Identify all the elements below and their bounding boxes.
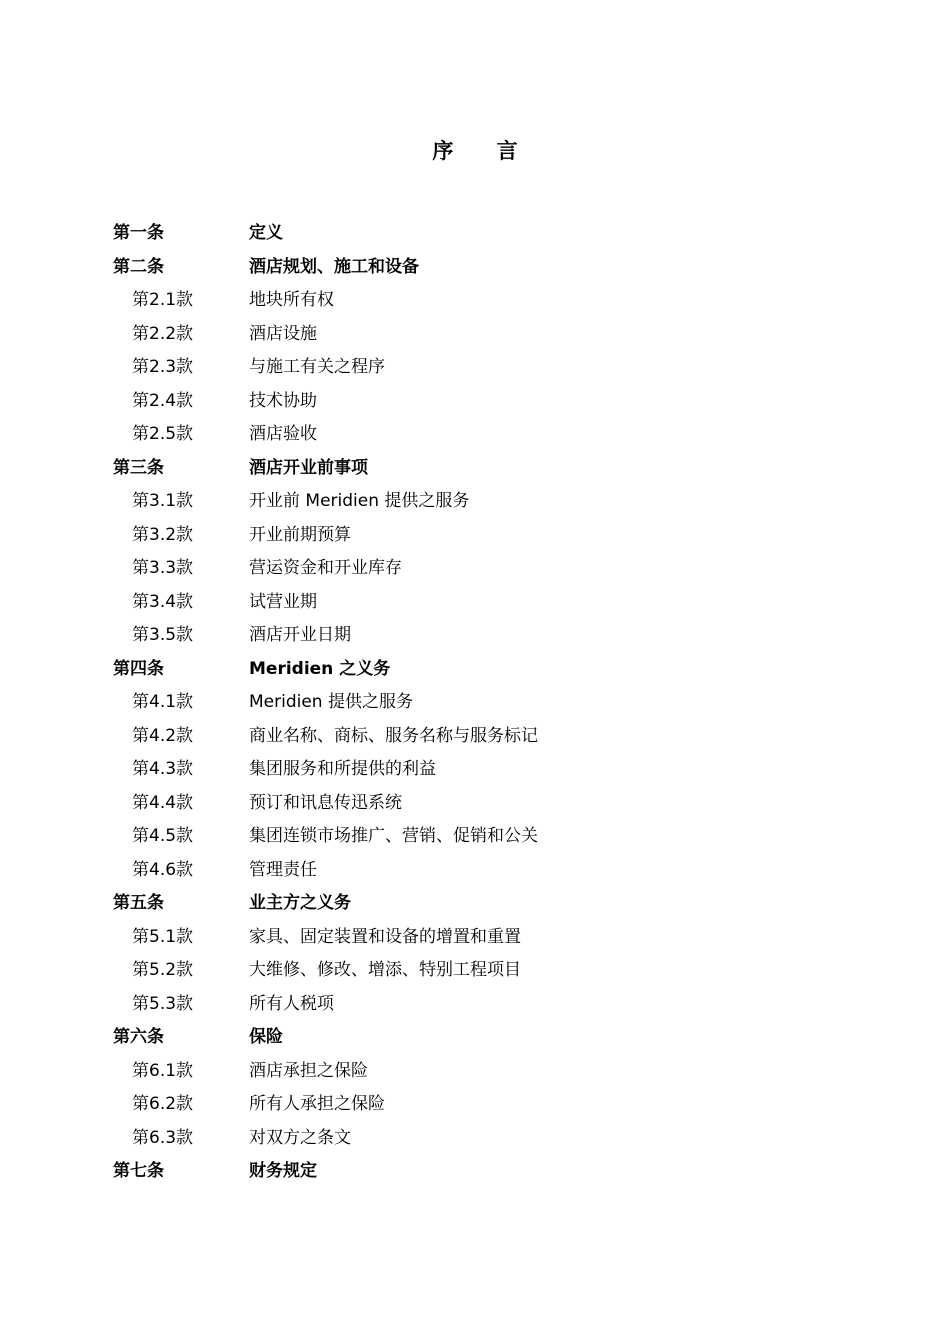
toc-entry-number: 第4.5款 (132, 826, 194, 846)
toc-entry-number: 第5.2款 (132, 960, 194, 980)
toc-entry-text: 开业前期预算 (249, 524, 351, 545)
toc-entry-number: 第3.1款 (132, 491, 194, 511)
toc-entry-number: 第3.4款 (132, 591, 194, 612)
toc-entry-text: 技术协助 (249, 390, 317, 411)
toc-clause-row (0, 989, 950, 1023)
toc-entry-number: 第4.2款 (132, 725, 194, 746)
toc-clause-row (0, 821, 950, 855)
table-of-contents (0, 218, 950, 1190)
toc-entry-number: 第七条 (113, 1161, 164, 1181)
toc-clause-row (0, 955, 950, 989)
toc-article-row (0, 218, 950, 252)
toc-entry-text: 酒店设施 (249, 323, 317, 344)
toc-entry-text: 与施工有关之程序 (249, 357, 385, 377)
toc-entry-text: 酒店承担之保险 (249, 1060, 368, 1081)
toc-entry-text: 集团服务和所提供的利益 (249, 759, 436, 779)
toc-entry-number: 第6.2款 (132, 1094, 194, 1114)
toc-article-row (0, 888, 950, 922)
toc-clause-row (0, 486, 950, 520)
toc-entry-text: 保险 (249, 1027, 283, 1047)
toc-article-row (0, 1156, 950, 1190)
toc-entry-text: 集团连锁市场推广、营销、促销和公关 (249, 826, 538, 846)
toc-entry-text: Meridien 之义务 (249, 658, 391, 679)
toc-clause-row (0, 319, 950, 353)
toc-article-row (0, 654, 950, 688)
toc-entry-number: 第六条 (113, 1027, 164, 1047)
toc-entry-text: Meridien 提供之服务 (249, 692, 413, 712)
toc-entry-number: 第2.3款 (132, 357, 194, 377)
toc-entry-number: 第4.1款 (132, 692, 194, 712)
toc-entry-number: 第3.5款 (132, 625, 194, 645)
page-title: 序 言 (432, 139, 536, 163)
toc-article-row (0, 1022, 950, 1056)
toc-entry-text: 家具、固定装置和设备的增置和重置 (249, 926, 521, 947)
toc-entry-number: 第3.3款 (132, 558, 194, 578)
toc-article-row (0, 252, 950, 286)
toc-entry-text: 财务规定 (249, 1161, 317, 1181)
toc-entry-text: 对双方之条文 (249, 1127, 351, 1148)
toc-entry-number: 第四条 (113, 658, 164, 679)
toc-clause-row (0, 855, 950, 889)
toc-entry-number: 第2.1款 (132, 290, 194, 310)
toc-clause-row (0, 922, 950, 956)
toc-entry-number: 第6.1款 (132, 1060, 194, 1081)
toc-clause-row (0, 419, 950, 453)
toc-entry-text: 所有人承担之保险 (249, 1094, 385, 1114)
toc-clause-row (0, 352, 950, 386)
toc-entry-number: 第5.3款 (132, 993, 194, 1014)
toc-entry-number: 第4.6款 (132, 859, 194, 880)
toc-entry-number: 第五条 (113, 893, 164, 913)
toc-entry-text: 业主方之义务 (249, 893, 351, 913)
toc-entry-text: 所有人税项 (249, 993, 334, 1014)
toc-entry-number: 第2.2款 (132, 323, 194, 344)
toc-clause-row (0, 788, 950, 822)
toc-entry-number: 第4.4款 (132, 792, 194, 813)
toc-entry-number: 第一条 (113, 223, 164, 243)
toc-entry-number: 第二条 (113, 256, 164, 277)
toc-clause-row (0, 1056, 950, 1090)
toc-entry-number: 第3.2款 (132, 524, 194, 545)
toc-entry-text: 大维修、修改、增添、特别工程项目 (249, 960, 521, 980)
toc-entry-text: 定义 (249, 223, 283, 243)
toc-entry-text: 酒店开业前事项 (249, 457, 368, 478)
toc-clause-row (0, 520, 950, 554)
toc-clause-row (0, 687, 950, 721)
toc-entry-text: 开业前 Meridien 提供之服务 (249, 491, 470, 511)
toc-clause-row (0, 721, 950, 755)
toc-clause-row (0, 1123, 950, 1157)
toc-clause-row (0, 553, 950, 587)
toc-entry-number: 第6.3款 (132, 1127, 194, 1148)
toc-entry-number: 第5.1款 (132, 926, 194, 947)
toc-entry-text: 商业名称、商标、服务名称与服务标记 (249, 725, 538, 746)
toc-entry-number: 第三条 (113, 457, 164, 478)
toc-entry-text: 试营业期 (249, 591, 317, 612)
toc-entry-text: 预订和讯息传迅系统 (249, 792, 402, 813)
toc-entry-text: 管理责任 (249, 859, 317, 880)
toc-entry-text: 营运资金和开业库存 (249, 558, 402, 578)
toc-clause-row (0, 1089, 950, 1123)
toc-clause-row (0, 620, 950, 654)
toc-entry-text: 酒店验收 (249, 424, 317, 444)
toc-entry-text: 地块所有权 (249, 290, 334, 310)
toc-entry-number: 第2.4款 (132, 390, 194, 411)
toc-entry-text: 酒店开业日期 (249, 625, 351, 645)
toc-clause-row (0, 587, 950, 621)
toc-entry-number: 第2.5款 (132, 424, 194, 444)
toc-clause-row (0, 285, 950, 319)
toc-entry-text: 酒店规划、施工和设备 (249, 256, 419, 277)
toc-clause-row (0, 754, 950, 788)
toc-entry-number: 第4.3款 (132, 759, 194, 779)
toc-article-row (0, 453, 950, 487)
toc-clause-row (0, 386, 950, 420)
